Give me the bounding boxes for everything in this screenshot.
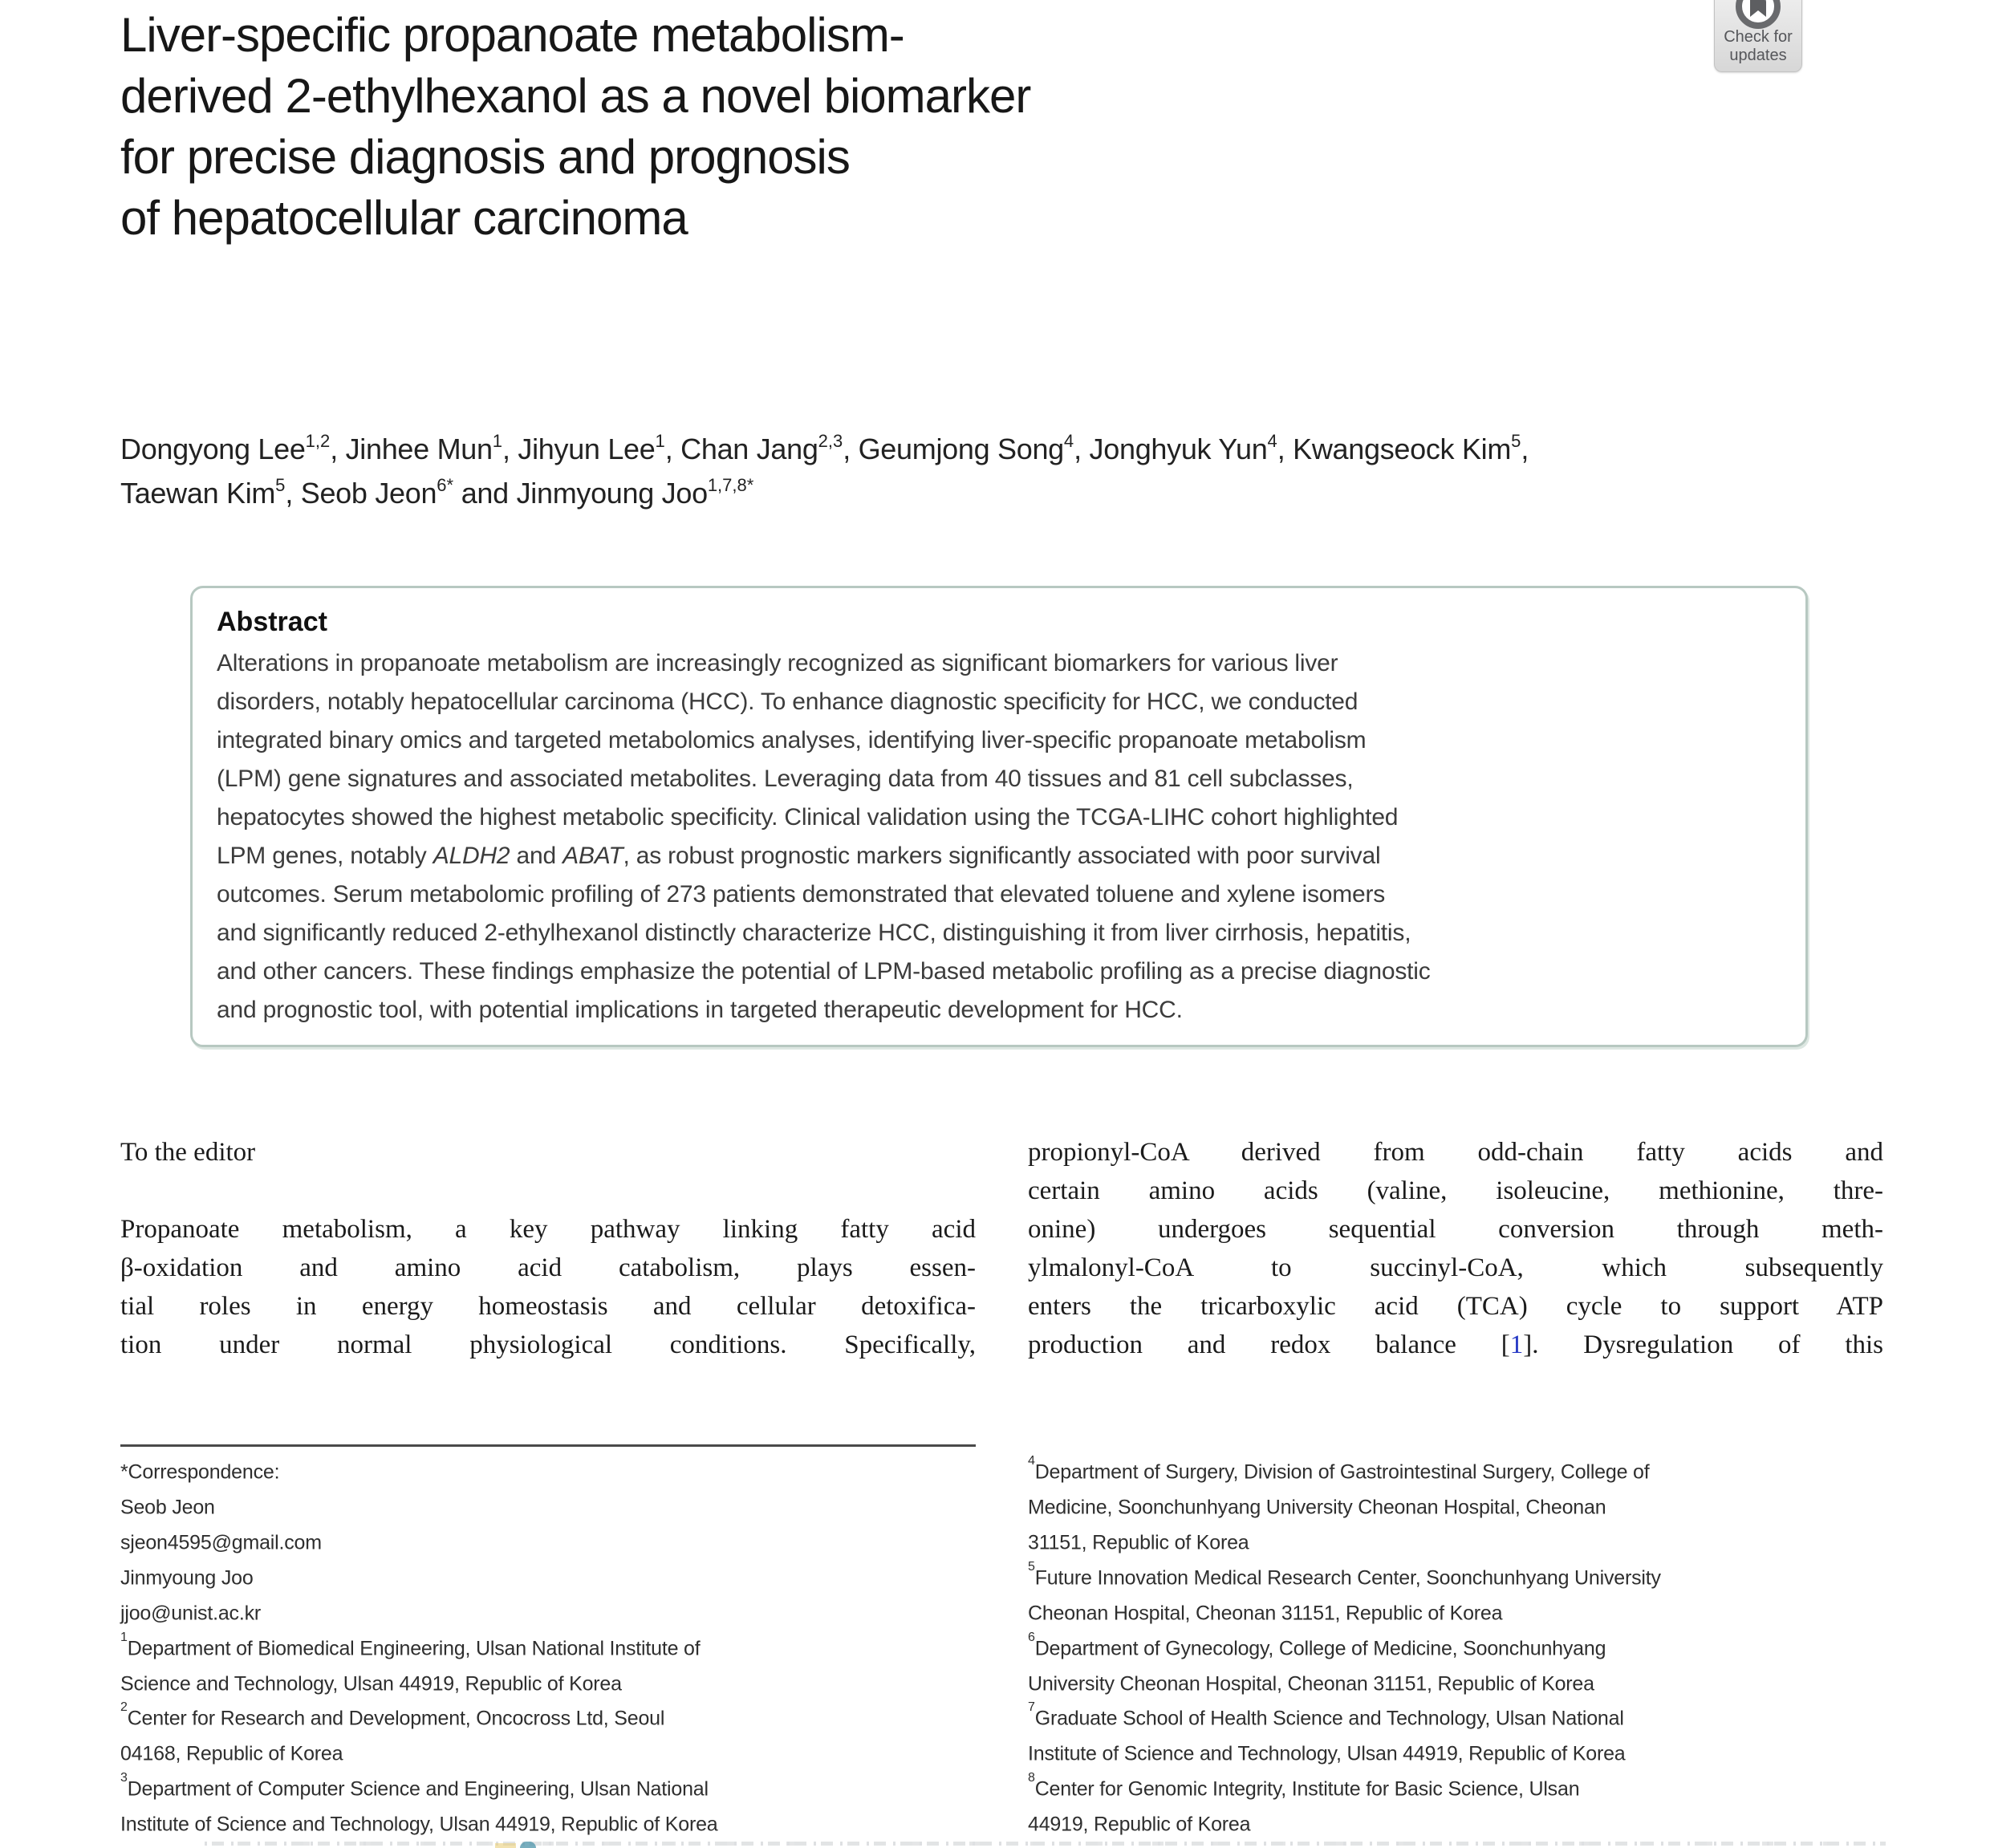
correspondence-email: sjeon4595@gmail.com — [120, 1531, 322, 1554]
body-line: enters the tricarboxylic acid (TCA) cycle to support ATP — [1028, 1292, 1883, 1321]
title-line-3: for precise diagnosis and prognosis — [120, 130, 850, 184]
author-name: , Jinhee Mun — [330, 433, 493, 465]
citation-ref-1[interactable]: 1 — [1509, 1330, 1524, 1359]
title-line-2: derived 2-ethylhexanol as a novel biomarker — [120, 69, 1031, 123]
author-line-2 — [120, 468, 1910, 512]
footer-fragment-icon — [495, 1843, 516, 1848]
affiliation-line: $^1$Department of Biomedical Engineering, Ulsan National Institute of — [120, 1630, 701, 1659]
cropped-footer-line — [205, 1840, 1886, 1848]
abstract-line: and other cancers. These findings emphasize the potential of LPM-based metabolic profiling as a precise diagnostic — [217, 958, 1431, 985]
author-affiliation-sup: 4 — [1063, 431, 1074, 451]
affiliation-line: Medicine, Soonchunhyang University Cheonan Hospital, Cheonan — [1028, 1496, 1606, 1519]
body-line: production and redox balance [1]. Dysregulation of this — [1028, 1330, 1883, 1359]
author-name: , Geumjong Song — [843, 433, 1064, 465]
body-column-right — [1028, 1133, 1883, 1364]
abstract-heading: Abstract — [217, 607, 327, 637]
author-name: Taewan Kim — [120, 477, 276, 510]
author-name: , — [1521, 433, 1529, 465]
author-name: , Jihyun Lee — [502, 433, 656, 465]
author-name: and Jinmyoung Joo — [453, 477, 708, 510]
affiliation-line: $^5$Future Innovation Medical Research Center, Soonchunhyang University — [1028, 1559, 1661, 1590]
author-line-1 — [120, 424, 1910, 468]
affiliation-line: $^8$Center for Genomic Integrity, Institute for Basic Science, Ulsan — [1028, 1771, 1580, 1801]
abstract-line: and significantly reduced 2-ethylhexanol distinctly characterize HCC, distinguishing it from liver cirrhosis, hepatitis, — [217, 920, 1411, 946]
author-name: , Seob Jeon — [285, 477, 437, 510]
affiliation-line: Science and Technology, Ulsan 44919, Republic of Korea — [120, 1671, 622, 1695]
author-name: Dongyong Lee — [120, 433, 306, 465]
salutation: To the editor — [120, 1138, 256, 1167]
abstract-line: (LPM) gene signatures and associated metabolites. Leveraging data from 40 tissues and 81 cell subclasses, — [217, 766, 1354, 792]
author-list — [120, 424, 1910, 512]
abstract-line: hepatocytes showed the highest metabolic specificity. Clinical validation using the TCGA-LIHC cohort highlighted — [217, 804, 1399, 831]
footnotes-right — [1028, 1452, 1919, 1840]
abstract-line: disorders, notably hepatocellular carcinoma (HCC). To enhance diagnostic specificity for HCC, we conducted — [217, 688, 1358, 715]
correspondence-label: *Correspondence: — [120, 1460, 280, 1484]
correspondence-email: jjoo@unist.ac.kr — [120, 1602, 262, 1625]
title-line-1: Liver-specific propanoate metabolism- — [120, 8, 904, 62]
author-name: , Kwangseock Kim — [1277, 433, 1512, 465]
affiliation-line: $^4$Department of Surgery, Division of Gastrointestinal Surgery, College of — [1028, 1454, 1650, 1484]
affiliation-line: $^6$Department of Gynecology, College of Medicine, Soonchunhyang — [1028, 1630, 1606, 1659]
affiliation-line: Institute of Science and Technology, Ulsan 44919, Republic of Korea — [1028, 1742, 1626, 1765]
correspondence-name: Seob Jeon — [120, 1496, 215, 1519]
body-line: propionyl-CoA derived from odd-chain fatty acids and — [1028, 1138, 1883, 1167]
author-affiliation-sup: 1,2 — [305, 431, 331, 451]
footer-text-fragments — [205, 1842, 1886, 1846]
correspondence-name: Jinmyoung Joo — [120, 1566, 254, 1590]
author-name: , Chan Jang — [664, 433, 818, 465]
abstract-line: integrated binary omics and targeted metabolomics analyses, identifying liver-specific propanoate metabolism — [217, 727, 1367, 753]
body-line: ylmalonyl-CoA to succinyl-CoA, which subsequently — [1028, 1253, 1883, 1282]
footnotes-left — [120, 1452, 995, 1840]
author-affiliation-sup: 1 — [655, 431, 665, 451]
author-affiliation-sup: 2,3 — [818, 431, 843, 451]
affiliation-line: $^7$Graduate School of Health Science and Technology, Ulsan National — [1028, 1700, 1624, 1730]
abstract-line: LPM genes, notably ALDH2 and ABAT, as robust prognostic markers significantly associated with poor survival — [217, 843, 1381, 869]
affiliation-line: Cheonan Hospital, Cheonan 31151, Republic of Korea — [1028, 1602, 1503, 1625]
gene-symbol-abat: ABAT — [562, 843, 623, 869]
affiliation-line: 31151, Republic of Korea — [1028, 1531, 1249, 1554]
author-name: , Jonghyuk Yun — [1074, 433, 1268, 465]
abstract-section — [190, 586, 1808, 1047]
affiliation-line: 44919, Republic of Korea — [1028, 1813, 1251, 1836]
body-line: β-oxidation and amino acid catabolism, plays essen- — [120, 1253, 976, 1282]
title-line-4: of hepatocellular carcinoma — [120, 191, 688, 245]
body-line: tion under normal physiological conditions. Specifically, — [120, 1330, 976, 1359]
affiliation-line: $^2$Center for Research and Development, Oncocross Ltd, Seoul — [120, 1700, 665, 1730]
abstract-line: Alterations in propanoate metabolism are increasingly recognized as significant biomarkers for various liver — [217, 650, 1338, 676]
body-line: certain amino acids (valine, isoleucine, methionine, thre- — [1028, 1176, 1883, 1205]
affiliation-line: University Cheonan Hospital, Cheonan 31151, Republic of Korea — [1028, 1671, 1594, 1695]
abstract-line: and prognostic tool, with potential implications in targeted therapeutic development for HCC. — [217, 997, 1183, 1023]
gene-symbol-aldh2: ALDH2 — [433, 843, 510, 869]
affiliation-line: Institute of Science and Technology, Ulsan 44919, Republic of Korea — [120, 1813, 718, 1836]
footnote-divider — [120, 1444, 976, 1447]
author-affiliation-sup: 5 — [1511, 431, 1521, 451]
author-affiliation-sup: 5 — [275, 475, 286, 495]
affiliation-line: 04168, Republic of Korea — [120, 1742, 343, 1765]
affiliation-line: $^3$Department of Computer Science and Engineering, Ulsan National — [120, 1771, 709, 1801]
author-affiliation-sup: 4 — [1267, 431, 1277, 451]
article-title — [120, 5, 1805, 249]
abstract-line: outcomes. Serum metabolomic profiling of 273 patients demonstrated that elevated toluene and xylene isomers — [217, 881, 1386, 908]
check-updates-label: Check for updates — [1724, 28, 1793, 64]
author-affiliation-sup: 1 — [492, 431, 502, 451]
author-affiliation-sup: 1,7,8* — [707, 475, 754, 495]
body-line: onine) undergoes sequential conversion through meth- — [1028, 1215, 1883, 1244]
author-affiliation-sup: 6* — [437, 475, 453, 495]
cc-license-icon — [520, 1842, 536, 1848]
body-column-left — [120, 1133, 976, 1364]
body-line: tial roles in energy homeostasis and cellular detoxifica- — [120, 1292, 976, 1321]
body-line: Propanoate metabolism, a key pathway linking fatty acid — [120, 1215, 976, 1244]
